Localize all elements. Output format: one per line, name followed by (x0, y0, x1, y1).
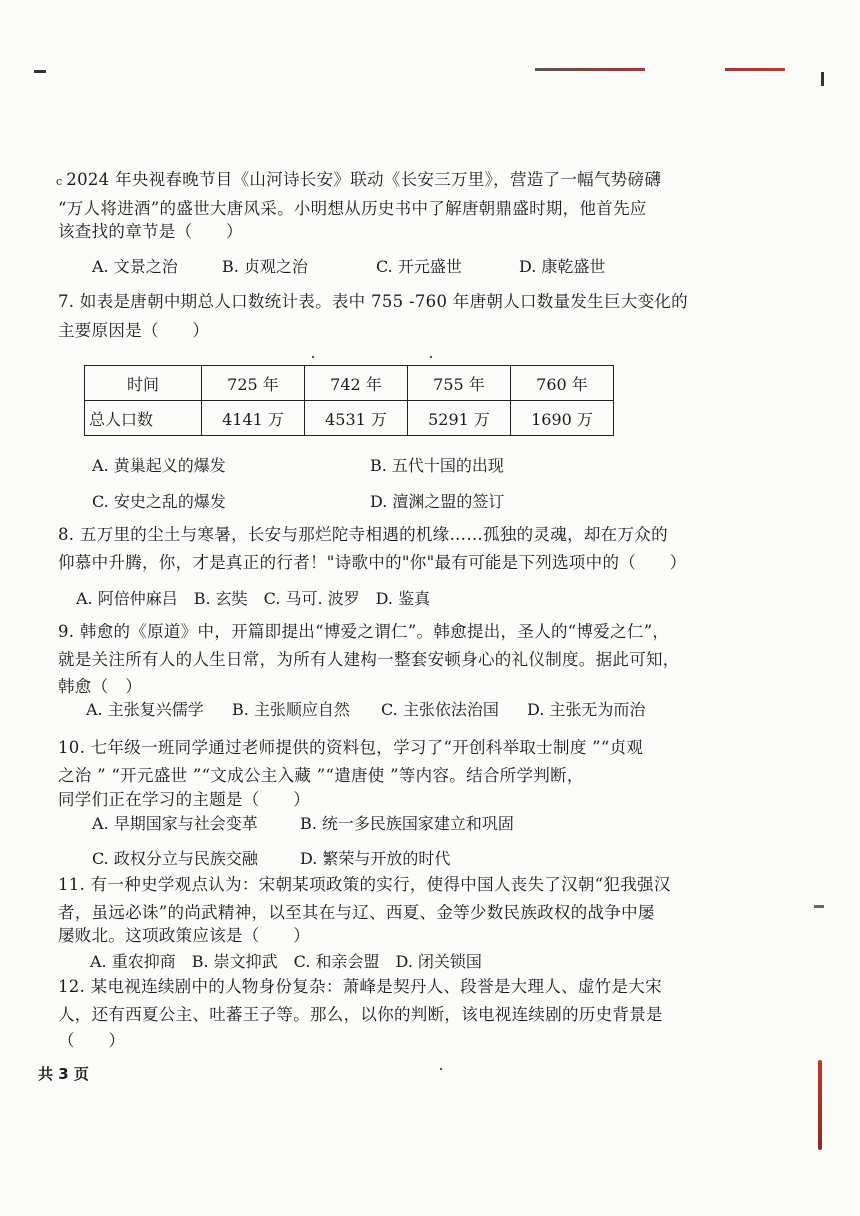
q7-line-2: 主要原因是（ ） (58, 321, 210, 340)
q11-line-1: 11. 有一种史学观点认为：宋朝某项政策的实行，使得中国人丧失了汉朝“犯我强汉 (58, 875, 671, 894)
scan-mark-right-dash (814, 905, 824, 908)
q7-line-1: 7. 如表是唐朝中期总人口数统计表。表中 755 -760 年唐朝人口数量发生巨大变化的 (58, 292, 688, 311)
q6-line-1 (56, 169, 661, 193)
q11-options: A. 重农抑商 B. 崇文抑武 C. 和亲会盟 D. 闭关锁国 (90, 952, 482, 971)
population-table (84, 365, 614, 436)
table-header-time: 时间 (85, 366, 202, 401)
q6-option-c: C. 开元盛世 (376, 257, 462, 276)
table-year-760: 760 年 (511, 366, 614, 401)
q11-line-2: 者，虽远必诛”的尚武精神，以至其在与辽、西夏、金等少数民族政权的战争中屡 (58, 903, 655, 922)
q10-option-a: A. 早期国家与社会变革 (92, 814, 258, 833)
q9-line-1: 9. 韩愈的《原道》中，开篇即提出“博爱之谓仁”。韩愈提出，圣人的“博爱之仁”， (58, 622, 670, 641)
scan-mark-right-red (818, 1060, 822, 1150)
q7-option-d: D. 澶渊之盟的签订 (370, 492, 505, 511)
q6-option-b: B. 贞观之治 (222, 257, 308, 276)
q8-line-1: 8. 五万里的尘土与寒暑，长安与那烂陀寺相遇的机缘……孤独的灵魂，却在万众的 (58, 525, 668, 544)
table-row-population (85, 401, 614, 436)
q9-option-a: A. 主张复兴儒学 (86, 700, 204, 719)
scan-dot-1 (312, 356, 314, 358)
q7-option-c: C. 安史之乱的爆发 (92, 492, 226, 511)
table-pop-755: 5291 万 (408, 401, 511, 436)
q10-option-b: B. 统一多民族国家建立和巩固 (300, 814, 514, 833)
q6-line-3: 该查找的章节是（ ） (58, 222, 243, 241)
scan-mark-top-left (34, 70, 46, 73)
q8-line-2: 仰慕中升腾，你，才是真正的行者！"诗歌中的"你"最有可能是下列选项中的（ ） (58, 553, 687, 572)
q6-number-fragment: c (56, 175, 67, 188)
q6-option-d: D. 康乾盛世 (519, 257, 606, 276)
q7-option-b: B. 五代十国的出现 (370, 456, 504, 475)
q9-option-b: B. 主张顺应自然 (232, 700, 350, 719)
table-year-725: 725 年 (202, 366, 305, 401)
q10-option-d: D. 繁荣与开放的时代 (300, 849, 451, 868)
q8-options: A. 阿倍仲麻吕 B. 玄奘 C. 马可. 波罗 D. 鉴真 (76, 589, 431, 608)
table-pop-742: 4531 万 (305, 401, 408, 436)
page-count-footer: 共 3 页 (38, 1065, 89, 1083)
table-header-population: 总人口数 (85, 401, 202, 436)
q7-option-a: A. 黄巢起义的爆发 (92, 456, 226, 475)
q10-line-2: 之治 ” “开元盛世 ”“文成公主入藏 ”“遣唐使 ”等内容。结合所学判断， (58, 766, 584, 785)
table-pop-725: 4141 万 (202, 401, 305, 436)
q9-option-d: D. 主张无为而治 (527, 700, 646, 719)
q12-line-1: 12. 某电视连续剧中的人物身份复杂：萧峰是契丹人、段誉是大理人、虚竹是大宋 (58, 977, 662, 996)
q9-line-3: 韩愈（ ） (58, 677, 142, 696)
q10-line-3: 同学们正在学习的主题是（ ） (58, 790, 310, 809)
table-year-742: 742 年 (305, 366, 408, 401)
q6-line-1-text: 2024 年央视春晚节目《山河诗长安》联动《长安三万里》，营造了一幅气势磅礴 (66, 170, 662, 189)
q12-line-3: （ ） (58, 1031, 126, 1050)
table-row-time (85, 366, 614, 401)
scan-dot-2 (430, 356, 432, 358)
scan-mark-right-edge (821, 72, 824, 86)
q11-line-3: 屡败北。这项政策应该是（ ） (58, 926, 310, 945)
q9-option-c: C. 主张依法治国 (381, 700, 499, 719)
table-pop-760: 1690 万 (511, 401, 614, 436)
q10-line-1: 10. 七年级一班同学通过老师提供的资料包，学习了“开创科举取士制度 ”“贞观 (58, 738, 644, 757)
q10-option-c: C. 政权分立与民族交融 (92, 849, 258, 868)
q6-line-2: “万人将进酒”的盛世大唐风采。小明想从历史书中了解唐朝鼎盛时期，他首先应 (58, 199, 647, 218)
q12-line-2: 人，还有西夏公主、吐蕃王子等。那么，以你的判断，该电视连续剧的历史背景是 (58, 1005, 663, 1024)
scan-dot-3 (440, 1068, 442, 1070)
table-year-755: 755 年 (408, 366, 511, 401)
q6-option-a: A. 文景之治 (92, 257, 178, 276)
scan-mark-top-right (725, 68, 785, 71)
q9-line-2: 就是关注所有人的人生日常，为所有人建构一整套安顿身心的礼仪制度。据此可知， (58, 650, 680, 669)
scan-mark-top-center (535, 68, 645, 71)
